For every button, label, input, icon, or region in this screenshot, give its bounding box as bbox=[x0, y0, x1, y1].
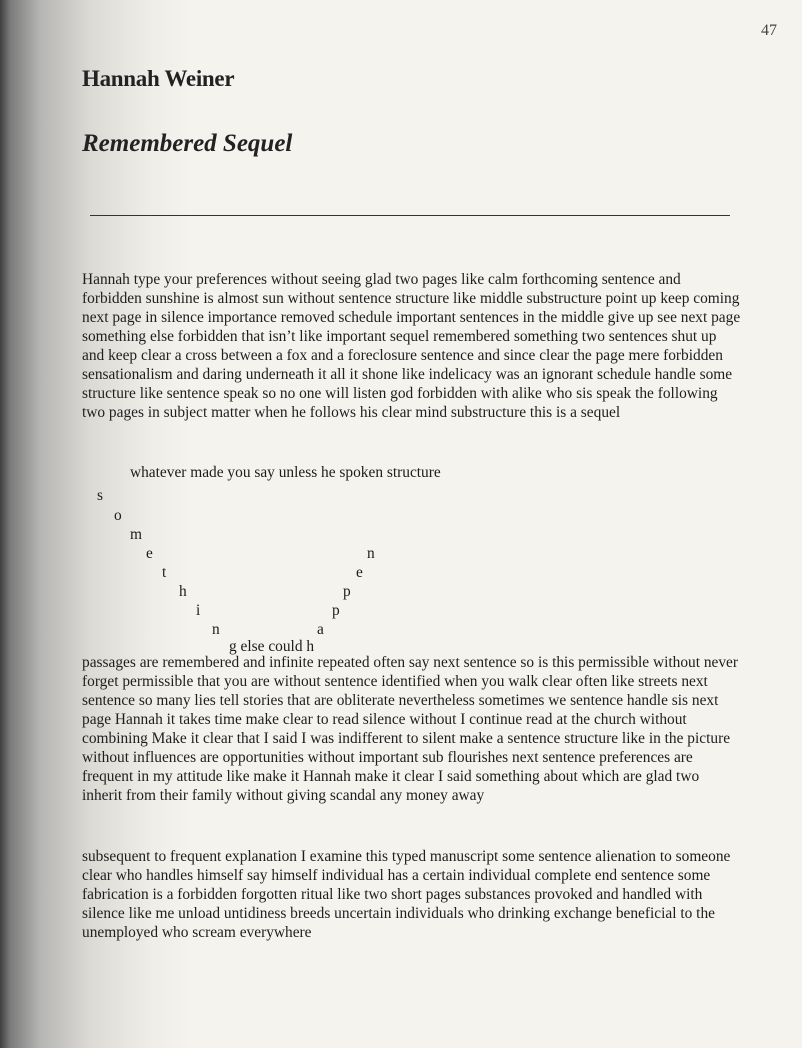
figure-left-letter: s bbox=[97, 487, 103, 504]
figure-right-letter: p bbox=[343, 583, 351, 600]
figure-left-letter: n bbox=[212, 621, 220, 638]
figure-right-letter: n bbox=[367, 545, 375, 562]
figure-right-letter: a bbox=[317, 621, 324, 638]
figure-left-letter: e bbox=[146, 545, 153, 562]
author-name: Hannah Weiner bbox=[82, 66, 235, 91]
figure-left-letter: h bbox=[179, 583, 187, 600]
page-number: 47 bbox=[761, 22, 777, 39]
poem-title: Remembered Sequel bbox=[82, 130, 293, 157]
figure-line: whatever made you say unless he spoken structure bbox=[130, 464, 441, 481]
figure-right-letter: e bbox=[356, 564, 363, 581]
paragraph-3: subsequent to frequent explanation I examine this typed manuscript some sentence alienation to someone clear who handles himself say himself individual has a certain individual complete end sentence some fabrication is a forbidden forgotten ritual like two short pages substances provoked and handled with silence like me unload untidiness breeds uncertain individuals who drinking exchange beneficial to the unemployed who scream everywhere bbox=[82, 848, 731, 941]
figure-left-letter: o bbox=[114, 507, 122, 524]
paragraph-1: Hannah type your preferences without seeing glad two pages like calm forthcoming sentence and forbidden sunshine is almost sun without sentence structure like middle substructure point up keep coming next page in silence importance removed schedule important sentences in the middle give up see next page something else forbidden that isn’t like important sequel remembered something two sentences shut up and keep clear a cross between a fox and a foreclosure sentence and since clear the page mere forbidden sensationalism and daring underneath it all it shone like indelicacy was an ignorant schedule handle some structure like sentence speak so no one will listen god forbidden with alike who sis speak the following two pages in subject matter when he follows his clear mind substructure this is a sequel bbox=[82, 271, 741, 421]
paragraph-2: passages are remembered and infinite repeated often say next sentence so is this permissible without never forget permissible that you are without sentence identified when you walk clear often like streets next sentence so many lies tell stories that are obliterate nevertheless sometimes we sentence handle sis next page Hannah it takes time make clear to read silence without I continue read at the church without combining Make it clear that I said I was indifferent to silent make a sentence structure like in the picture without influences are opportunities without important sub flourishes next sentence preferences are frequent in my attitude like make it Hannah make it clear I said something about which are glad two inherit from their family without giving scandal any money away bbox=[82, 654, 739, 804]
figure-left-letter: i bbox=[196, 602, 201, 619]
figure-left-letter: m bbox=[130, 526, 142, 543]
figure-left-letter: t bbox=[162, 564, 167, 581]
figure-tail: g else could h bbox=[229, 638, 315, 655]
figure-right-letter: p bbox=[332, 602, 340, 619]
title-rule bbox=[90, 215, 730, 216]
